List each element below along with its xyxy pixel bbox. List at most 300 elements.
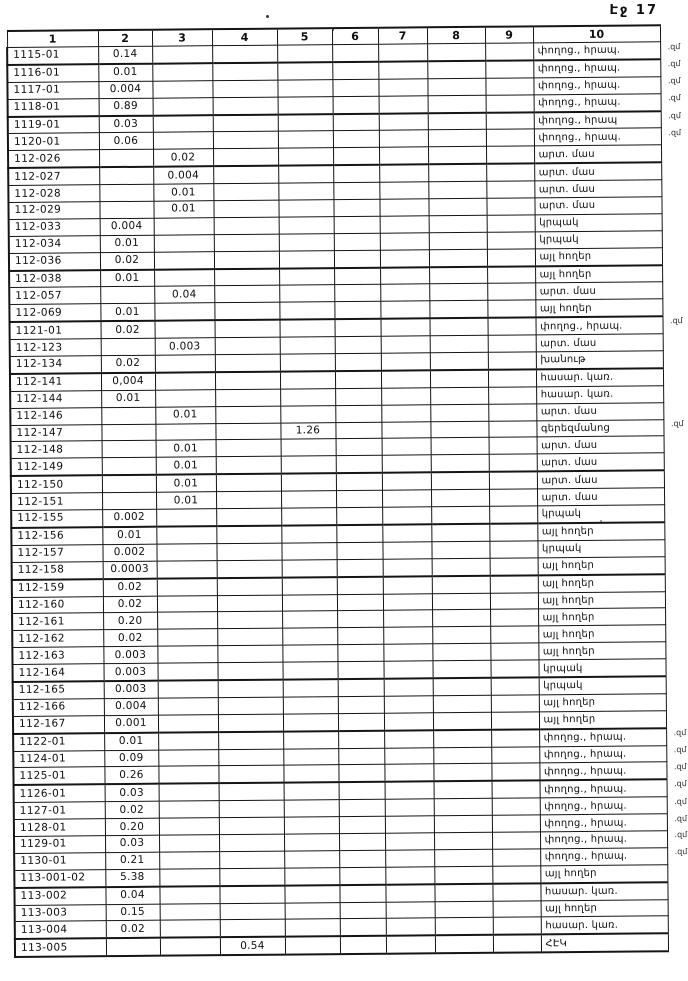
row-value-cell: 0.89 bbox=[99, 98, 153, 116]
margin-spacer bbox=[665, 591, 688, 608]
empty-cell bbox=[379, 165, 428, 183]
empty-cell bbox=[279, 285, 334, 302]
row-label-cell: փողոց., հրապ. bbox=[533, 59, 660, 77]
empty-cell bbox=[336, 507, 382, 525]
empty-cell bbox=[428, 198, 486, 215]
margin-spacer bbox=[665, 608, 688, 625]
row-label-cell: փողոց., հրապ. bbox=[533, 77, 660, 95]
empty-cell bbox=[379, 182, 428, 199]
empty-cell bbox=[385, 833, 434, 850]
empty-cell bbox=[381, 405, 430, 422]
column-header-5: 5 bbox=[277, 28, 332, 45]
empty-cell bbox=[383, 559, 432, 577]
empty-cell bbox=[157, 560, 217, 578]
row-id-cell: 112-146 bbox=[10, 407, 101, 425]
empty-cell bbox=[218, 680, 283, 698]
row-label-cell: հասար. կառ. bbox=[540, 882, 667, 900]
row-id-cell: 112-033 bbox=[9, 219, 100, 237]
empty-cell bbox=[278, 131, 333, 148]
empty-cell bbox=[384, 764, 433, 782]
row-id-cell: 112-134 bbox=[10, 356, 101, 374]
row-label-cell: այլ հողեր bbox=[538, 642, 665, 660]
empty-cell bbox=[385, 816, 434, 833]
empty-cell bbox=[335, 353, 381, 371]
row-id-cell: 112-036 bbox=[9, 252, 100, 270]
empty-cell bbox=[156, 526, 216, 544]
empty-cell bbox=[277, 62, 332, 80]
row-id-cell: 112-028 bbox=[8, 185, 99, 203]
empty-cell bbox=[382, 438, 431, 455]
empty-cell bbox=[283, 679, 338, 697]
empty-cell bbox=[428, 147, 486, 165]
empty-cell bbox=[219, 834, 284, 851]
empty-cell bbox=[215, 389, 280, 406]
row-id-cell: 112-149 bbox=[11, 458, 102, 476]
empty-cell bbox=[338, 679, 384, 697]
row-label-cell: կրպակ bbox=[537, 505, 664, 523]
empty-cell bbox=[428, 181, 486, 198]
margin-spacer bbox=[665, 625, 688, 642]
row-id-cell: 112-150 bbox=[11, 475, 102, 493]
row-id-cell: 112-163 bbox=[12, 647, 103, 665]
empty-cell bbox=[428, 95, 486, 113]
empty-cell bbox=[488, 420, 536, 437]
empty-cell bbox=[487, 283, 535, 300]
row-value-cell: 0.20 bbox=[105, 818, 159, 835]
empty-cell bbox=[278, 148, 333, 166]
empty-cell bbox=[332, 79, 378, 96]
empty-cell bbox=[284, 850, 339, 867]
empty-cell bbox=[218, 749, 283, 766]
empty-cell bbox=[219, 851, 284, 868]
column-header-8: 8 bbox=[427, 27, 485, 44]
empty-cell bbox=[380, 301, 429, 319]
empty-cell bbox=[433, 678, 491, 696]
empty-cell bbox=[159, 835, 219, 852]
empty-cell bbox=[155, 423, 215, 440]
row-value-cell: 0.02 bbox=[105, 801, 159, 818]
empty-cell bbox=[490, 609, 538, 626]
empty-cell bbox=[158, 766, 218, 784]
empty-cell bbox=[280, 319, 335, 337]
empty-cell bbox=[431, 524, 489, 542]
empty-cell bbox=[212, 80, 277, 97]
empty-cell bbox=[380, 267, 429, 285]
row-id-cell: 112-038 bbox=[9, 270, 100, 288]
empty-cell bbox=[215, 320, 280, 338]
row-value-cell: 0.02 bbox=[100, 252, 154, 270]
empty-cell bbox=[102, 458, 156, 476]
row-id-cell: 1115-01 bbox=[7, 47, 98, 65]
margin-spacer bbox=[668, 933, 688, 951]
margin-note: .զմ bbox=[674, 847, 688, 857]
empty-cell bbox=[215, 423, 280, 440]
empty-cell bbox=[283, 731, 338, 749]
empty-cell bbox=[156, 509, 216, 527]
empty-cell bbox=[337, 559, 383, 577]
empty-cell bbox=[280, 388, 335, 405]
row-value-cell: 0.09 bbox=[104, 750, 158, 767]
empty-cell bbox=[435, 935, 493, 953]
empty-cell bbox=[385, 884, 434, 902]
empty-cell bbox=[431, 455, 489, 473]
empty-cell bbox=[280, 337, 335, 354]
empty-cell bbox=[379, 199, 428, 216]
empty-cell bbox=[100, 287, 154, 304]
empty-cell bbox=[154, 303, 214, 321]
empty-cell bbox=[216, 440, 281, 457]
row-id-cell: 1120-01 bbox=[8, 133, 99, 151]
margin-spacer bbox=[662, 265, 688, 283]
empty-cell bbox=[337, 661, 383, 679]
empty-cell bbox=[215, 372, 280, 390]
empty-cell bbox=[214, 251, 279, 269]
row-value-cell: 0.02 bbox=[103, 596, 157, 613]
empty-cell bbox=[333, 199, 379, 216]
empty-cell bbox=[155, 320, 215, 338]
empty-cell bbox=[380, 319, 429, 337]
empty-cell bbox=[102, 475, 156, 493]
empty-cell bbox=[385, 799, 434, 816]
empty-cell bbox=[380, 233, 429, 250]
empty-cell bbox=[490, 575, 538, 593]
empty-cell bbox=[282, 559, 337, 577]
empty-cell bbox=[381, 370, 430, 388]
empty-cell bbox=[216, 543, 281, 560]
row-label-cell: ՀԷԿ bbox=[541, 934, 668, 953]
empty-cell bbox=[487, 232, 535, 249]
empty-cell bbox=[430, 421, 488, 438]
empty-cell bbox=[101, 407, 155, 424]
empty-cell bbox=[487, 249, 535, 267]
empty-cell bbox=[339, 816, 385, 833]
empty-cell bbox=[214, 234, 279, 251]
empty-cell bbox=[217, 645, 282, 662]
empty-cell bbox=[485, 60, 533, 78]
empty-cell bbox=[281, 456, 336, 474]
margin-spacer bbox=[664, 453, 688, 471]
empty-cell bbox=[434, 832, 492, 849]
empty-cell bbox=[429, 318, 487, 336]
empty-cell bbox=[279, 302, 334, 320]
row-value-cell: 0.01 bbox=[101, 390, 155, 407]
row-label-cell: այլ հողեր bbox=[535, 247, 662, 265]
row-label-cell: այլ հողեր bbox=[539, 694, 666, 712]
empty-cell bbox=[381, 353, 430, 371]
row-id-cell: 1117-01 bbox=[7, 81, 98, 99]
empty-cell bbox=[99, 184, 153, 201]
empty-cell bbox=[213, 132, 278, 149]
empty-cell bbox=[378, 79, 427, 96]
row-label-cell: կրպակ bbox=[535, 214, 662, 232]
empty-cell bbox=[282, 611, 337, 628]
margin-spacer bbox=[666, 693, 688, 710]
row-id-cell: 1129-01 bbox=[14, 836, 105, 854]
row-label-cell: հասար. կառ. bbox=[541, 916, 668, 934]
empty-cell bbox=[213, 148, 278, 166]
empty-cell bbox=[219, 868, 284, 886]
empty-cell bbox=[380, 249, 429, 267]
empty-cell bbox=[428, 130, 486, 147]
empty-cell bbox=[159, 886, 219, 904]
empty-cell bbox=[338, 696, 384, 713]
row-id-cell: 112-148 bbox=[11, 441, 102, 459]
empty-cell bbox=[339, 850, 385, 867]
empty-cell bbox=[158, 680, 218, 698]
margin-note: .զմ bbox=[674, 796, 687, 806]
margin-note: .զմ bbox=[667, 58, 681, 69]
empty-cell bbox=[434, 781, 492, 799]
table-body bbox=[7, 42, 688, 958]
empty-cell bbox=[488, 335, 536, 352]
empty-cell bbox=[429, 249, 487, 267]
row-id-cell: 112-162 bbox=[12, 630, 103, 648]
empty-cell bbox=[157, 646, 217, 663]
row-id-cell: 112-157 bbox=[11, 544, 102, 562]
row-value-cell: 0.01 bbox=[156, 457, 216, 475]
empty-cell bbox=[488, 369, 536, 387]
empty-cell bbox=[489, 506, 537, 524]
empty-cell bbox=[280, 371, 335, 389]
empty-cell bbox=[339, 782, 385, 800]
empty-cell bbox=[214, 268, 279, 286]
empty-cell bbox=[333, 165, 379, 183]
empty-cell bbox=[382, 524, 431, 542]
row-value-cell: 0.01 bbox=[156, 474, 216, 492]
row-id-cell: 112-165 bbox=[13, 681, 104, 699]
empty-cell bbox=[279, 233, 334, 250]
row-value-cell: 0.14 bbox=[98, 46, 152, 64]
row-id-cell: 112-147 bbox=[10, 424, 101, 442]
row-id-cell: 1118-01 bbox=[8, 98, 99, 116]
row-label-cell: արտ. մաս bbox=[536, 334, 663, 352]
row-id-cell: 112-141 bbox=[10, 373, 101, 391]
row-value-cell: 0.15 bbox=[106, 904, 160, 921]
empty-cell bbox=[433, 695, 491, 712]
empty-cell bbox=[340, 902, 386, 919]
empty-cell bbox=[337, 594, 383, 611]
empty-cell bbox=[158, 749, 218, 766]
margin-spacer bbox=[667, 882, 688, 900]
row-id-cell: 112-034 bbox=[9, 235, 100, 253]
row-id-cell: 113-005 bbox=[15, 938, 106, 957]
empty-cell bbox=[384, 730, 433, 748]
empty-cell bbox=[380, 216, 429, 233]
empty-cell bbox=[382, 455, 431, 473]
row-id-cell: 112-160 bbox=[12, 596, 103, 614]
column-header-3: 3 bbox=[152, 29, 212, 46]
empty-cell bbox=[157, 578, 217, 596]
empty-cell bbox=[339, 833, 385, 850]
empty-cell bbox=[485, 43, 533, 61]
row-id-cell: 113-002 bbox=[14, 887, 105, 905]
empty-cell bbox=[379, 130, 428, 147]
scan-artifact-dot bbox=[600, 520, 602, 522]
margin-spacer bbox=[666, 676, 688, 694]
margin-spacer bbox=[660, 25, 686, 42]
row-label-cell: այլ հողեր bbox=[535, 265, 662, 283]
empty-cell bbox=[333, 131, 379, 148]
empty-cell bbox=[277, 79, 332, 96]
empty-cell bbox=[153, 115, 213, 133]
empty-cell bbox=[282, 662, 337, 680]
empty-cell bbox=[493, 917, 541, 935]
empty-cell bbox=[487, 318, 535, 336]
row-id-cell: 1127-01 bbox=[14, 802, 105, 820]
empty-cell bbox=[158, 732, 218, 750]
empty-cell bbox=[434, 798, 492, 815]
row-value-cell: 0.01 bbox=[155, 406, 215, 423]
empty-cell bbox=[384, 713, 433, 731]
empty-cell bbox=[285, 936, 340, 954]
margin-spacer bbox=[665, 642, 688, 659]
empty-cell bbox=[220, 903, 285, 920]
empty-cell bbox=[427, 61, 485, 79]
empty-cell bbox=[218, 697, 283, 714]
margin-spacer bbox=[666, 710, 688, 728]
margin-note: .զմ bbox=[673, 727, 687, 737]
row-value-cell: 0.02 bbox=[103, 629, 157, 646]
empty-cell bbox=[340, 936, 386, 954]
empty-cell bbox=[429, 284, 487, 301]
row-label-cell: այլ հողեր bbox=[539, 710, 666, 728]
empty-cell bbox=[283, 748, 338, 765]
empty-cell bbox=[160, 903, 220, 920]
row-id-cell: 1116-01 bbox=[7, 64, 98, 82]
row-id-cell: 112-144 bbox=[10, 390, 101, 408]
empty-cell bbox=[490, 660, 538, 678]
empty-cell bbox=[382, 473, 431, 491]
margin-note: .զմ bbox=[667, 76, 681, 86]
empty-cell bbox=[433, 747, 491, 764]
row-value-cell: 0.004 bbox=[104, 698, 158, 715]
empty-cell bbox=[429, 266, 487, 284]
empty-cell bbox=[338, 748, 384, 765]
row-id-cell: 112-158 bbox=[12, 561, 103, 579]
empty-cell bbox=[278, 165, 333, 183]
row-value-cell: 0.01 bbox=[100, 269, 154, 287]
margin-note: .զմ bbox=[670, 419, 684, 429]
row-label-cell: փողոց., հրապ. bbox=[540, 797, 667, 815]
empty-cell bbox=[335, 336, 381, 353]
empty-cell bbox=[492, 815, 540, 832]
row-id-cell: 1124-01 bbox=[13, 750, 104, 768]
margin-spacer bbox=[662, 247, 688, 265]
empty-cell bbox=[433, 764, 491, 782]
empty-cell bbox=[159, 868, 219, 886]
empty-cell bbox=[486, 164, 534, 182]
row-id-cell: 112-161 bbox=[12, 613, 103, 631]
row-label-cell: փողոց., հրապ bbox=[534, 111, 661, 129]
empty-cell bbox=[491, 695, 539, 712]
empty-cell bbox=[213, 114, 278, 132]
empty-cell bbox=[433, 712, 491, 730]
empty-cell bbox=[217, 628, 282, 645]
empty-cell bbox=[335, 422, 381, 439]
row-id-cell: 112-029 bbox=[8, 202, 99, 220]
empty-cell bbox=[152, 80, 212, 97]
empty-cell bbox=[155, 389, 215, 406]
empty-cell bbox=[335, 371, 381, 389]
empty-cell bbox=[217, 611, 282, 628]
empty-cell bbox=[429, 215, 487, 232]
empty-cell bbox=[493, 900, 541, 917]
empty-cell bbox=[280, 405, 335, 422]
empty-cell bbox=[282, 594, 337, 611]
row-id-cell: 112-164 bbox=[13, 664, 104, 682]
margin-spacer bbox=[662, 230, 688, 247]
empty-cell bbox=[160, 920, 220, 938]
margin-note: .զմ bbox=[668, 93, 681, 103]
empty-cell bbox=[486, 112, 534, 130]
empty-cell bbox=[102, 492, 156, 509]
row-value-cell: 0.002 bbox=[102, 544, 156, 561]
empty-cell bbox=[278, 96, 333, 114]
row-value-cell: 0.01 bbox=[100, 235, 154, 252]
row-value-cell: 0.03 bbox=[99, 115, 153, 133]
row-label-cell: այլ հողեր bbox=[537, 522, 664, 540]
row-value-cell: 0.01 bbox=[100, 304, 154, 322]
empty-cell bbox=[489, 523, 537, 541]
empty-cell bbox=[490, 592, 538, 609]
empty-cell bbox=[217, 595, 282, 612]
row-id-cell: 112-057 bbox=[9, 287, 100, 305]
empty-cell bbox=[432, 610, 490, 627]
empty-cell bbox=[218, 766, 283, 784]
margin-spacer bbox=[665, 574, 688, 592]
empty-cell bbox=[336, 456, 382, 474]
row-label-cell: այլ հողեր bbox=[538, 591, 665, 609]
empty-cell bbox=[219, 783, 284, 801]
empty-cell bbox=[429, 232, 487, 249]
empty-cell bbox=[492, 832, 540, 849]
empty-cell bbox=[430, 387, 488, 404]
empty-cell bbox=[430, 370, 488, 388]
empty-cell bbox=[486, 95, 534, 113]
empty-cell bbox=[431, 506, 489, 524]
empty-cell bbox=[430, 352, 488, 370]
row-value-cell: 0.02 bbox=[106, 921, 160, 939]
empty-cell bbox=[281, 491, 336, 508]
empty-cell bbox=[216, 491, 281, 508]
row-id-cell: 112-027 bbox=[8, 167, 99, 185]
row-value-cell: 0.01 bbox=[98, 64, 152, 82]
empty-cell bbox=[336, 542, 382, 559]
row-label-cell: կրպակ bbox=[539, 676, 666, 694]
empty-cell bbox=[435, 918, 493, 936]
empty-cell bbox=[434, 849, 492, 866]
empty-cell bbox=[285, 919, 340, 937]
empty-cell bbox=[212, 45, 277, 63]
row-value-cell: 0.001 bbox=[104, 715, 158, 733]
empty-cell bbox=[333, 148, 379, 166]
empty-cell bbox=[379, 147, 428, 165]
empty-cell bbox=[488, 352, 536, 370]
empty-cell bbox=[213, 183, 278, 200]
row-label-cell: փողոց., հրապ. bbox=[539, 745, 666, 763]
empty-cell bbox=[381, 421, 430, 438]
empty-cell bbox=[217, 662, 282, 680]
row-label-cell: փողոց., հրապ. bbox=[534, 93, 661, 111]
empty-cell bbox=[158, 714, 218, 732]
empty-cell bbox=[432, 575, 490, 593]
margin-note: .զմ bbox=[669, 316, 683, 326]
empty-cell bbox=[378, 44, 427, 62]
empty-cell bbox=[486, 146, 534, 164]
empty-cell bbox=[332, 44, 378, 62]
empty-cell bbox=[492, 883, 540, 901]
row-label-cell: արտ. մաս bbox=[536, 402, 663, 420]
